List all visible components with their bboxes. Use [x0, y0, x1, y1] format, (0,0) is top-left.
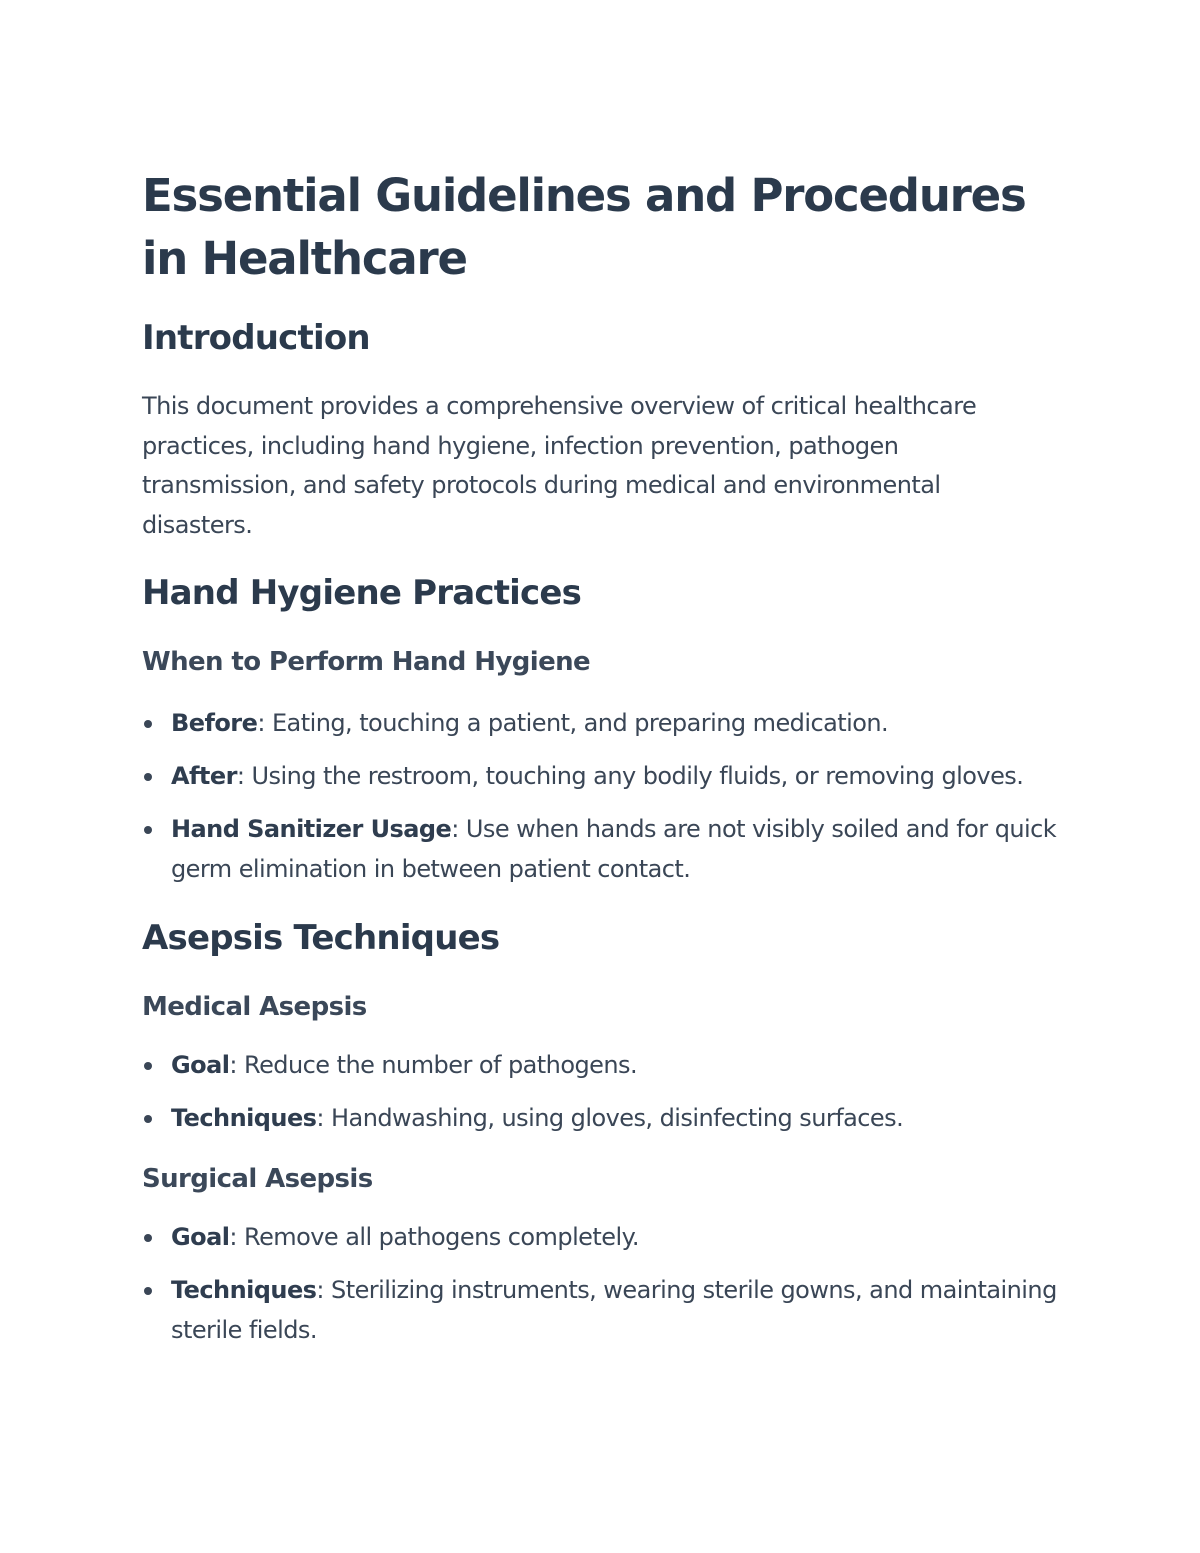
hand-hygiene-heading: Hand Hygiene Practices [142, 573, 582, 613]
bullet-icon [144, 1115, 152, 1123]
document-title: Essential Guidelines and Procedures in Healthcare [142, 169, 1026, 285]
list-item-text: : Sterilizing instruments, wearing sterile gowns, and maintaining sterile fields. [171, 1276, 1057, 1344]
list-item-key: Hand Sanitizer Usage [171, 815, 452, 843]
list-item-text: : Using the restroom, touching any bodily fluids, or removing gloves. [236, 762, 1024, 790]
introduction-heading: Introduction [142, 318, 370, 358]
introduction-paragraph: This document provides a comprehensive overview of critical healthcare practices, including hand hygiene, infection prevention, pathogen transmission, and safety protocols during medical and environmental disasters. [142, 392, 977, 539]
list-item [142, 757, 1062, 797]
medical-asepsis-subheading: Medical Asepsis [142, 992, 367, 1022]
list-item-text: : Remove all pathogens completely. [229, 1223, 639, 1251]
surgical-asepsis-subheading: Surgical Asepsis [142, 1164, 373, 1194]
asepsis-heading: Asepsis Techniques [142, 918, 500, 958]
when-to-perform-subheading: When to Perform Hand Hygiene [142, 647, 591, 677]
bullet-icon [144, 1062, 152, 1070]
list-item-text: : Handwashing, using gloves, disinfecting surfaces. [316, 1104, 904, 1132]
list-item [142, 704, 1062, 744]
list-item-key: Before [171, 709, 258, 737]
list-item-text: : Reduce the number of pathogens. [229, 1051, 638, 1079]
bullet-icon [144, 773, 152, 781]
list-item [142, 1046, 1062, 1086]
list-item [142, 810, 1062, 889]
list-item [142, 1271, 1062, 1350]
list-item [142, 1218, 1062, 1258]
list-item-key: Goal [171, 1051, 230, 1079]
list-item-text: : Eating, touching a patient, and preparing medication. [257, 709, 889, 737]
list-item-key: Goal [171, 1223, 230, 1251]
bullet-icon [144, 1234, 152, 1242]
list-item-key: Techniques [171, 1104, 317, 1132]
list-item-text: : Use when hands are not visibly soiled and for quick germ elimination in between patient contact. [171, 815, 1057, 883]
bullet-icon [144, 826, 152, 834]
bullet-icon [144, 1287, 152, 1295]
list-item-key: Techniques [171, 1276, 317, 1304]
bullet-icon [144, 720, 152, 728]
list-item-key: After [171, 762, 237, 790]
list-item [142, 1099, 1062, 1139]
